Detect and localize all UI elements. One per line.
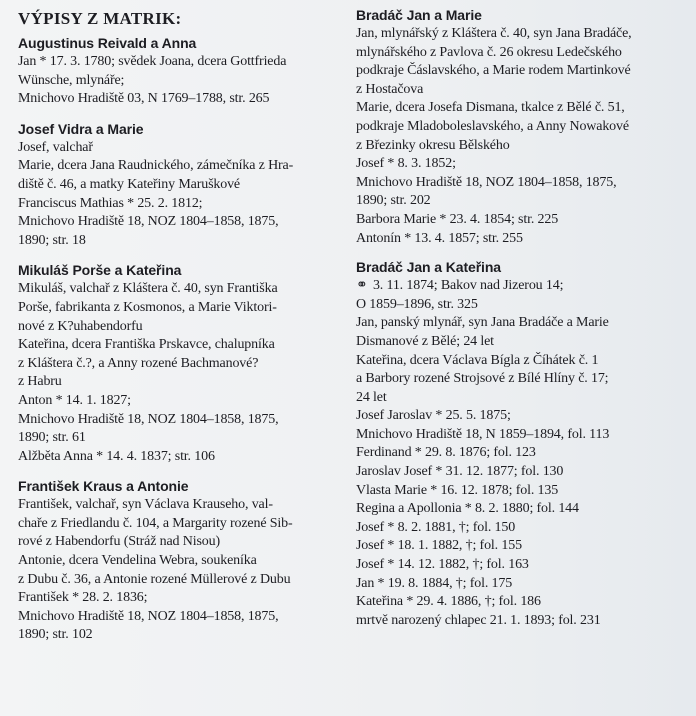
entry-title: Mikuláš Porše a Kateřina bbox=[18, 262, 182, 279]
entry-line: Mnichovo Hradiště 03, N 1769–1788, str. 265 bbox=[18, 91, 270, 107]
right-column bbox=[356, 6, 686, 640]
section-heading: VÝPISY Z MATRIK: bbox=[18, 9, 182, 28]
entry-title: Augustinus Reivald a Anna bbox=[18, 35, 197, 51]
record-entry bbox=[356, 6, 686, 248]
entry-line: rové z Habendorfu (Stráž nad Nisou) bbox=[18, 534, 220, 550]
entry-line: mlynářského z Pavlova č. 26 okresu Ledečského bbox=[356, 44, 622, 60]
entry-line: 1890; str. 102 bbox=[18, 627, 93, 643]
entry-line: 1890; str. 61 bbox=[18, 430, 86, 446]
entry-line: Wünsche, mlynáře; bbox=[18, 72, 125, 88]
entry-line: Barbora Marie * 23. 4. 1854; str. 225 bbox=[356, 211, 559, 227]
entry-line: Franciscus Mathias * 25. 2. 1812; bbox=[18, 195, 203, 211]
entry-line: diště č. 46, a matky Kateřiny Maruškové bbox=[18, 176, 240, 192]
marriage-rings-icon: ⚭ bbox=[356, 278, 368, 294]
record-entry bbox=[18, 34, 356, 109]
marriage-date: 3. 11. 1874; Bakov nad Jizerou 14; bbox=[372, 278, 564, 294]
entry-line: Porše, fabrikanta z Kosmonos, a Marie Viktori- bbox=[18, 299, 277, 315]
entry-line: chaře z Friedlandu č. 104, a Margarity rozené Sib- bbox=[18, 515, 293, 531]
entry-line: Vlasta Marie * 16. 12. 1878; fol. 135 bbox=[356, 482, 559, 498]
entry-line: podkraje Mladoboleslavského, a Anny Nowakové bbox=[356, 118, 629, 134]
entry-line: z Březinky okresu Bělského bbox=[356, 137, 510, 153]
entry-line: Marie, dcera Jana Raudnického, zámečníka z Hra- bbox=[18, 158, 294, 174]
record-entry bbox=[356, 258, 686, 630]
entry-line: Kateřina * 29. 4. 1886, †; fol. 186 bbox=[356, 594, 541, 610]
left-column bbox=[18, 8, 356, 656]
entry-line: Josef * 8. 2. 1881, †; fol. 150 bbox=[356, 519, 516, 535]
entry-line: Josef * 8. 3. 1852; bbox=[356, 156, 456, 172]
entry-line: Alžběta Anna * 14. 4. 1837; str. 106 bbox=[18, 448, 215, 464]
marriage-line bbox=[356, 277, 686, 296]
entry-line: a Barbory rozené Strojsové z Bílé Hlíny č. 17; bbox=[356, 371, 609, 387]
entry-line: z Hostačova bbox=[356, 81, 424, 97]
record-entry bbox=[18, 261, 356, 466]
entry-line: Josef * 14. 12. 1882, †; fol. 163 bbox=[356, 557, 529, 573]
entry-line: František * 28. 2. 1836; bbox=[18, 590, 148, 606]
entry-line: František, valchař, syn Václava Krauseho, val- bbox=[18, 497, 273, 513]
entry-line: Jan * 19. 8. 1884, †; fol. 175 bbox=[356, 575, 513, 591]
entry-line: podkraje Čáslavského, a Marie rodem Martinkové bbox=[356, 63, 631, 79]
entry-line: Josef * 18. 1. 1882, †; fol. 155 bbox=[356, 538, 522, 554]
record-entry bbox=[18, 120, 356, 251]
entry-line: z Habru bbox=[18, 374, 62, 390]
entry-line: z Dubu č. 36, a Antonie rozené Müllerové z Dubu bbox=[18, 571, 291, 587]
entry-line: Kateřina, dcera Václava Bígla z Číhátek č. 1 bbox=[356, 352, 599, 368]
entry-line: z Kláštera č.?, a Anny rozené Bachmanové? bbox=[18, 355, 259, 371]
entry-line: Jan, mlynářský z Kláštera č. 40, syn Jana Bradáče, bbox=[356, 26, 632, 41]
entry-line: mrtvě narozený chlapec 21. 1. 1893; fol. 231 bbox=[356, 612, 601, 628]
entry-title: František Kraus a Antonie bbox=[18, 478, 189, 495]
entry-line: Regina a Apollonia * 8. 2. 1880; fol. 144 bbox=[356, 501, 579, 517]
entry-line: nové z K?uhabendorfu bbox=[18, 318, 143, 334]
entry-line: Mnichovo Hradiště 18, NOZ 1804–1858, 1875, bbox=[18, 214, 279, 230]
entry-line: Kateřina, dcera Františka Prskavce, chalupníka bbox=[18, 337, 275, 353]
entry-line: Antonín * 13. 4. 1857; str. 255 bbox=[356, 230, 523, 246]
entry-title: Bradáč Jan a Kateřina bbox=[356, 259, 501, 276]
entry-line: Josef, valchař bbox=[18, 139, 93, 155]
entry-line: Mnichovo Hradiště 18, NOZ 1804–1858, 1875, bbox=[18, 608, 279, 624]
entry-line: Mikuláš, valchař z Kláštera č. 40, syn Františka bbox=[18, 281, 278, 297]
entry-title: Bradáč Jan a Marie bbox=[356, 7, 482, 23]
entry-line: Mnichovo Hradiště 18, N 1859–1894, fol. 113 bbox=[356, 426, 610, 442]
entry-line: 24 let bbox=[356, 389, 387, 405]
entry-line: 1890; str. 202 bbox=[356, 193, 431, 209]
entry-line: Antonie, dcera Vendelina Webra, soukeníka bbox=[18, 553, 257, 569]
entry-line: 1890; str. 18 bbox=[18, 232, 86, 248]
entry-line: Mnichovo Hradiště 18, NOZ 1804–1858, 1875, bbox=[356, 174, 617, 190]
entry-line: O 1859–1896, str. 325 bbox=[356, 296, 478, 312]
entry-line: Anton * 14. 1. 1827; bbox=[18, 392, 131, 408]
entry-line: Jaroslav Josef * 31. 12. 1877; fol. 130 bbox=[356, 464, 564, 480]
entry-line: Jan, panský mlynář, syn Jana Bradáče a Marie bbox=[356, 315, 609, 331]
entry-line: Marie, dcera Josefa Dismana, tkalce z Bělé č. 51, bbox=[356, 100, 625, 116]
entry-line: Josef Jaroslav * 25. 5. 1875; bbox=[356, 408, 511, 424]
entry-line: Dismanové z Bělé; 24 let bbox=[356, 333, 494, 349]
entry-line: Ferdinand * 29. 8. 1876; fol. 123 bbox=[356, 445, 536, 461]
record-entry bbox=[18, 477, 356, 645]
entry-line: Mnichovo Hradiště 18, NOZ 1804–1858, 1875, bbox=[18, 411, 279, 427]
entry-title: Josef Vidra a Marie bbox=[18, 120, 144, 137]
entry-line: Jan * 17. 3. 1780; svědek Joana, dcera Gottfrieda bbox=[18, 54, 287, 69]
